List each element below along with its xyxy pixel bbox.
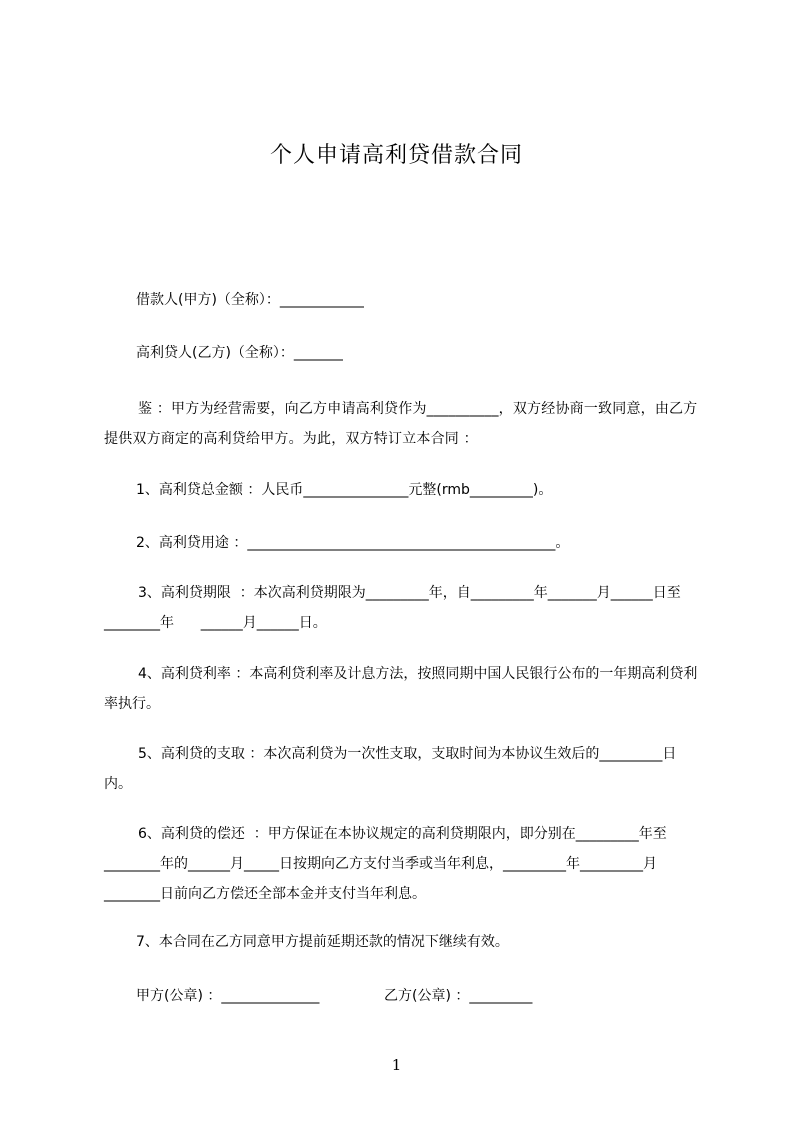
lender-line: 高利贷人(乙方)（全称）：_______ [136, 345, 343, 361]
party-a-signature: 甲方(公章) ：______________ [136, 988, 320, 1004]
page-number: 1 [391, 1056, 402, 1074]
clause-6: 6、高利贷的偿还 ：甲方保证在本协议规定的高利贷期限内，即分别在_________年至________年的______月_____日按期向乙方支付当季或当年利息，_________年_________月________日前向乙方偿还全部本金并支付当年利息。 [104, 826, 667, 902]
borrower-line: 借款人(甲方)（全称）：____________ [136, 292, 364, 308]
clause-4: 4、高利贷利率 ：本高利贷利率及计息方法，按照同期中国人民银行公布的一年期高利贷利率执行。 [104, 666, 698, 712]
party-b-signature: 乙方(公章) ：_________ [384, 988, 533, 1004]
clause-2: 2、高利贷用途 ：____________________________________________。 [136, 535, 570, 551]
clause-3: 3、高利贷期限 ：本次高利贷期限为_________年，自_________年_______月______日至________年 ______月______日。 [104, 585, 681, 631]
clause-5: 5、高利贷的支取 ：本次高利贷为一次性支取，支取时间为本协议生效后的_________日内。 [104, 746, 677, 792]
document-title: 个人申请高利贷借款合同 [269, 143, 523, 168]
preamble-paragraph: 鉴 ：甲方为经营需要，向乙方申请高利贷作为__________，双方经协商一致同意，由乙方提供双方商定的高利贷给甲方。为此，双方特订立本合同 ： [104, 401, 698, 447]
clause-1: 1、高利贷总金额 ：人民币_______________元整(rmb_________)。 [136, 482, 553, 498]
clause-7: 7、本合同在乙方同意甲方提前延期还款的情况下继续有效。 [136, 934, 509, 950]
